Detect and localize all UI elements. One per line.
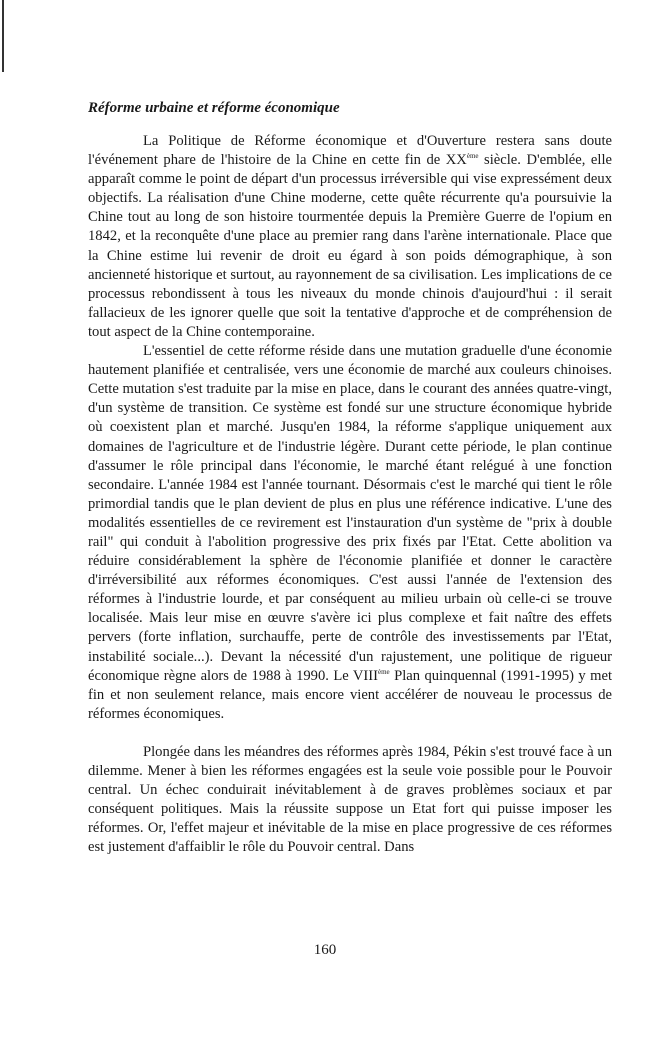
paragraph-3	[88, 743, 612, 858]
paragraph-1-text-cont: siècle. D'emblée, elle apparaît comme le point de départ d'un processus irréversible qui vise expressément deux objectifs. La réalisation d'une Chine moderne, cette quête récurrente qu'a poursuivie la Chine tout au long de son histoire tourmentée depuis la Première Guerre de l'opium en 1842, et la reconquête d'une place au premier rang dans l'arène internationale. Place que la Chine estime lui revenir de droit eu égard à son poids démographique, à son ancienneté historique et surtout, au rayonnement de sa civilisation. Les implications de ce processus rebondissent à tous les niveaux du monde chinois d'aujourd'hui : il serait fallacieux de les ignorer quelle que soit la tentative d'approche et de compréhension de tout aspect de la Chine contemporaine.	[88, 152, 612, 340]
paragraph-2-text: L'essentiel de cette réforme réside dans une mutation graduelle d'une économie hautement planifiée et centralisée, vers une économie de marché aux couleurs chinoises. Cette mutation s'est traduite par la mise en place, dans le courant des années quatre-vingt, d'un système de transition. Ce système est fondé sur une structure économique hybride où coexistent plan et marché. Jusqu'en 1984, la réforme s'applique uniquement aux domaines de l'agriculture et de l'industrie légère. Durant cette période, le plan continue d'assumer le rôle principal dans l'économie, le marché étant relégué à une fonction secondaire. L'année 1984 est l'année tournant. Désormais c'est le marché qui tient le rôle primordial tandis que le plan devient de plus en plus une référence indicative. L'une des modalités essentielles de ce revirement est l'instauration d'un système de "prix à double rail" qui conduit à l'abolition progressive des prix fixés par l'Etat. Cette abolition va réduire considérablement la sphère de l'économie planifiée et donner le caractère d'irréversibilité aux réformes économiques. C'est aussi l'année de l'extension des réformes à l'industrie lourde, et par conséquent au milieu urbain où celle-ci se trouve localisée. Mais leur mise en œuvre s'avère ici plus complexe et fait naître des effets pervers (forte inflation, surchauffe, perte de contrôle des investissements par l'Etat, instabilité sociale...). Devant la nécessité d'un rajustement, une politique de rigueur économique règne alors de 1988 à 1990. Le VIII	[88, 343, 612, 684]
paragraph-2	[88, 342, 612, 724]
paragraph-2-superscript: ème	[378, 667, 390, 676]
margin-rule	[2, 0, 4, 72]
page-body	[88, 98, 612, 857]
paragraph-3-text: Plongée dans les méandres des réformes après 1984, Pékin s'est trouvé face à un dilemme. Mener à bien les réformes engagées est la seule voie possible pour le Pouvoir central. Un échec conduirait inévitablement à de graves problèmes sociaux et par conséquent politiques. Mais la réussite suppose un Etat fort qui puisse imposer les réformes. Or, l'effet majeur et inévitable de la mise en place progressive de ces réformes est justement d'affaiblir le rôle du Pouvoir central. Dans	[88, 743, 612, 856]
paragraph-1	[88, 132, 612, 342]
paragraph-1-text: La Politique de Réforme économique et d'Ouverture restera sans doute l'événement phare de l'histoire de la Chine en cette fin de XX	[88, 133, 612, 169]
paragraph-2-text-cont: Plan quinquennal (1991-1995) y met fin et non seulement relance, mais encore vient accélérer de nouveau le processus de réformes économiques.	[88, 667, 613, 722]
section-heading: Réforme urbaine et réforme économique	[88, 100, 340, 116]
page-number: 160	[313, 942, 337, 958]
paragraph-1-superscript: ème	[466, 152, 479, 161]
